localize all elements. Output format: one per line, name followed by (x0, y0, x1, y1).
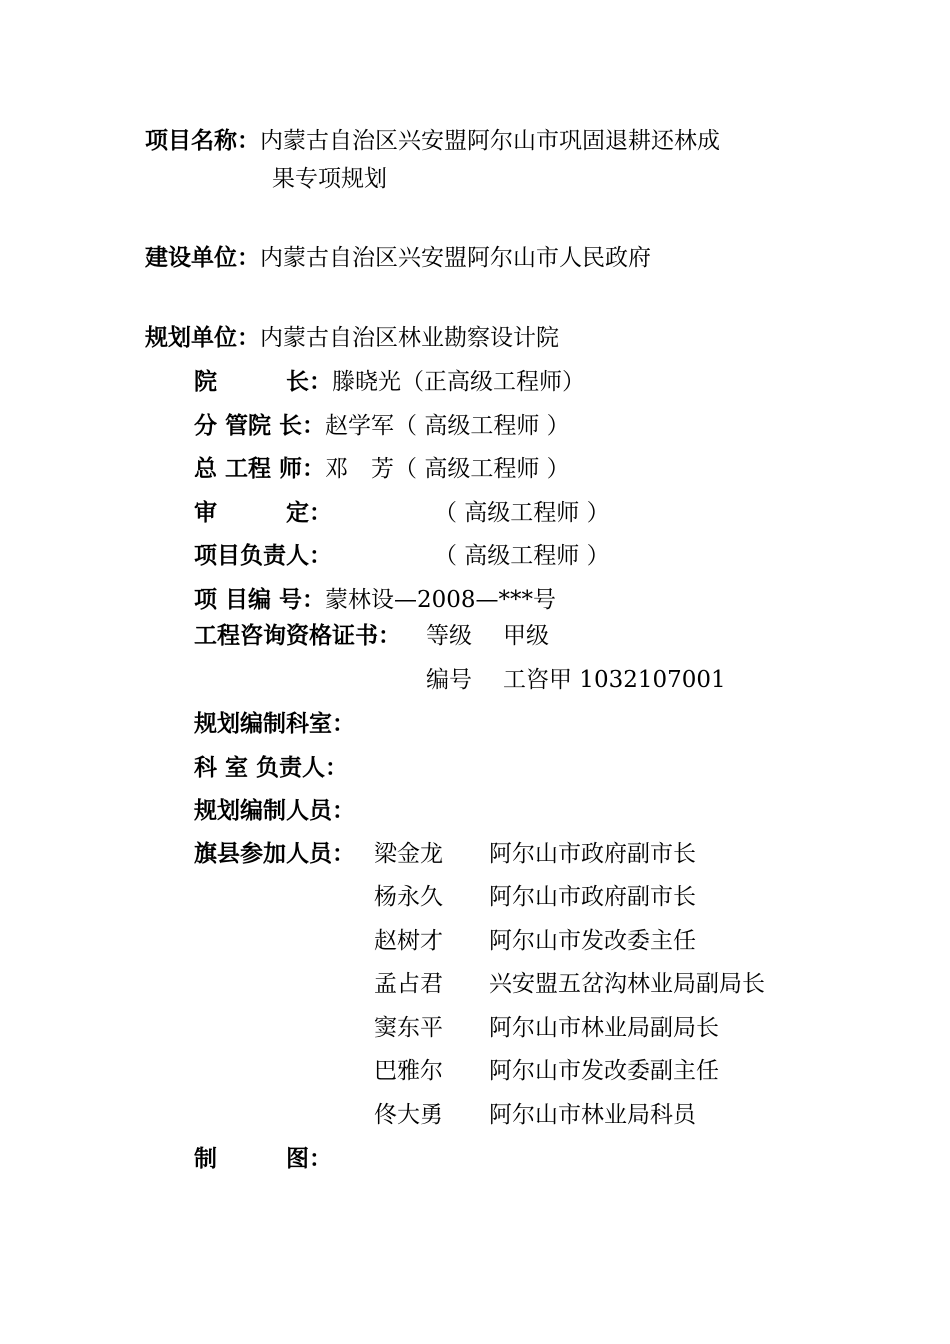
list-item (374, 1099, 834, 1131)
certificate-number-row (194, 664, 754, 696)
list-item (374, 881, 834, 913)
construction-unit-label: 建设单位： (145, 245, 260, 271)
project-number-row (194, 584, 556, 616)
certificate-grade-label: 等级 (426, 623, 472, 649)
construction-unit-value: 内蒙古自治区兴安盟阿尔山市人民政府 (260, 245, 651, 271)
project-number-label: 项 目编 号： (194, 587, 326, 613)
certificate-number-label: 编号 (426, 667, 472, 693)
list-item (374, 1055, 834, 1087)
planning-unit-value: 内蒙古自治区林业勘察设计院 (260, 325, 559, 351)
list-item (374, 925, 834, 957)
dean-value: 滕晓光（正高级工程师） (332, 369, 585, 395)
chief-engineer-label: 总 工程 师： (194, 456, 326, 482)
construction-unit-row (145, 242, 651, 274)
list-item (374, 838, 834, 870)
participant-title: 兴安盟五岔沟林业局副局长 (489, 971, 765, 997)
chief-engineer-value: 邓 芳（ 高级工程师 ） (325, 456, 570, 482)
participant-name: 杨永久 (374, 884, 443, 910)
participant-name: 佟大勇 (374, 1102, 443, 1128)
participant-name: 巴雅尔 (374, 1058, 443, 1084)
section-head-label: 科 室 负责人： (194, 755, 349, 781)
county-participants-label: 旗县参加人员： (194, 841, 355, 867)
participant-title: 阿尔山市发改委副主任 (489, 1058, 719, 1084)
project-leader-row (194, 540, 644, 572)
participant-name: 窦东平 (374, 1015, 443, 1041)
project-leader-value: （ 高级工程师 ） (434, 543, 610, 569)
participant-title: 阿尔山市林业局副局长 (489, 1015, 719, 1041)
project-name-label: 项目名称： (145, 128, 260, 154)
planning-section-label: 规划编制科室： (194, 711, 355, 737)
dean-row (194, 366, 585, 398)
project-name-continuation: 果专项规划 (272, 166, 387, 192)
project-leader-label: 项目负责人： (194, 543, 332, 569)
planning-unit-label: 规划单位： (145, 325, 260, 351)
reviewer-row (194, 497, 644, 529)
compilers-label: 规划编制人员： (194, 798, 355, 824)
participant-name: 梁金龙 (374, 841, 443, 867)
project-number-value: 蒙林设—2008—***号 (325, 587, 557, 613)
project-name-row (145, 125, 720, 157)
participant-title: 阿尔山市发改委主任 (489, 928, 696, 954)
certificate-label: 工程咨询资格证书： (194, 623, 401, 649)
drafting-label: 制 图： (194, 1146, 332, 1172)
vice-dean-row (194, 410, 570, 442)
planning-unit-row (145, 322, 559, 354)
participant-title: 阿尔山市政府副市长 (489, 884, 696, 910)
vice-dean-value: 赵学军（ 高级工程师 ） (325, 413, 570, 439)
project-name-value: 内蒙古自治区兴安盟阿尔山市巩固退耕还林成 (260, 128, 720, 154)
certificate-grade-value: 甲级 (503, 623, 549, 649)
chief-engineer-row (194, 453, 570, 485)
reviewer-value: （ 高级工程师 ） (434, 500, 610, 526)
dean-label: 院 长： (194, 369, 332, 395)
list-item (374, 968, 834, 1000)
vice-dean-label: 分 管院 长： (194, 413, 326, 439)
reviewer-label: 审 定： (194, 500, 332, 526)
certificate-row (194, 620, 754, 652)
participant-title: 阿尔山市林业局科员 (489, 1102, 696, 1128)
list-item (374, 1012, 834, 1044)
certificate-number-value: 工咨甲 1032107001 (503, 667, 726, 693)
participant-title: 阿尔山市政府副市长 (489, 841, 696, 867)
participant-name: 赵树才 (374, 928, 443, 954)
participant-name: 孟占君 (374, 971, 443, 997)
